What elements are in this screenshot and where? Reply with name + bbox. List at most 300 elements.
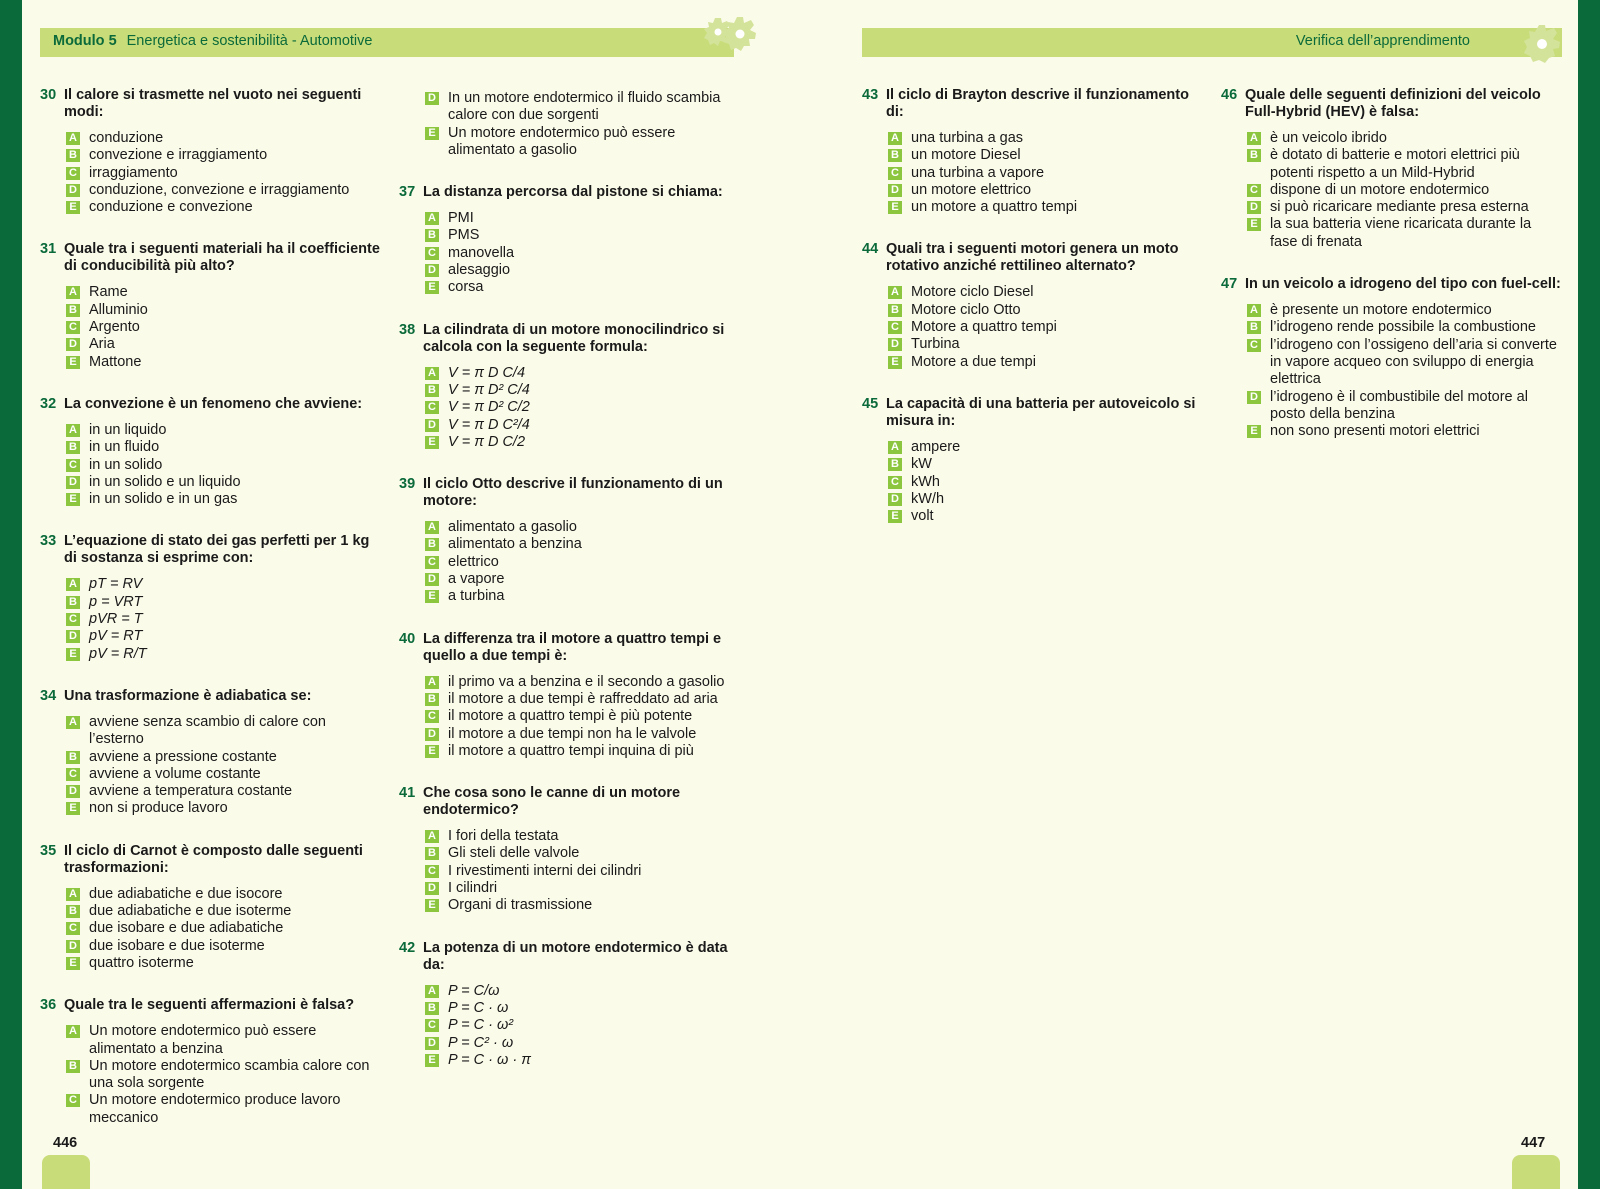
option-text: un motore a quattro tempi: [911, 199, 1078, 216]
answer-option: [888, 147, 1202, 164]
page-number-right: 447: [1521, 1135, 1546, 1151]
answer-option: [66, 628, 380, 645]
option-text: due adiabatiche e due isoterme: [89, 903, 292, 920]
option-badge: C: [66, 321, 80, 334]
answer-option: [66, 474, 380, 491]
option-badge: E: [66, 648, 80, 661]
question-text: Quali tra i seguenti motori genera un moto rotativo anziché rettilineo alternato?: [886, 241, 1179, 275]
answer-option: [66, 284, 380, 301]
option-badge: C: [888, 167, 902, 180]
answer-option: [888, 130, 1202, 147]
answer-option: [425, 90, 739, 125]
option-text: Motore a due tempi: [911, 353, 1036, 370]
question-text: Il ciclo di Brayton descrive il funzionamento di:: [886, 87, 1189, 120]
question-text: La capacità di una batteria per autoveicolo si misura in:: [886, 395, 1196, 429]
page-number-left: 446: [53, 1135, 78, 1151]
question-number: 41: [399, 785, 416, 802]
option-badge: C: [425, 401, 439, 414]
option-badge: C: [425, 247, 439, 260]
option-badge: E: [66, 493, 80, 506]
option-text: I cilindri: [448, 880, 498, 897]
option-badge: B: [66, 304, 80, 317]
option-badge: C: [425, 710, 439, 723]
answer-option: [425, 536, 739, 553]
option-badge: C: [66, 613, 80, 626]
answer-option: [425, 571, 739, 588]
option-badge: A: [888, 132, 902, 145]
answer-option: [1247, 302, 1561, 319]
answer-option: [425, 897, 739, 914]
question-number: 43: [862, 87, 879, 103]
option-text: alimentato a gasolio: [448, 519, 577, 536]
column-2: [399, 87, 739, 1094]
answer-option: [425, 210, 739, 227]
answer-option: [66, 766, 380, 783]
answer-option: [888, 456, 1202, 473]
answer-option: [425, 1035, 739, 1052]
left-header-bar: [40, 28, 734, 57]
answer-option: [66, 920, 380, 937]
answer-option: [425, 1052, 739, 1069]
answer-option: [425, 519, 739, 536]
option-text: Un motore endotermico scambia calore con una sola sorgente: [89, 1057, 370, 1092]
option-text: manovella: [448, 244, 515, 261]
option-text: conduzione, convezione e irraggiamento: [89, 181, 350, 198]
answer-option: [66, 938, 380, 955]
answer-option: [1247, 147, 1561, 182]
option-text: l’idrogeno con l’ossigeno dell’aria si converte in vapore acqueo con sviluppo di energia elettrica: [1270, 336, 1557, 388]
option-text: elettrico: [448, 553, 499, 570]
question-47: [1221, 276, 1561, 440]
option-badge: B: [425, 693, 439, 706]
question-number: 33: [40, 533, 57, 550]
answer-option: [1247, 319, 1561, 336]
option-text: V = π D C/4: [448, 364, 526, 381]
answer-option: [425, 262, 739, 279]
question-number: 44: [862, 241, 879, 258]
column-4: [1221, 87, 1561, 465]
question-number: 35: [40, 842, 57, 859]
option-text: una turbina a gas: [911, 130, 1024, 146]
left-page-edge: [0, 0, 22, 1189]
option-text: si può ricaricare mediante presa esterna: [1270, 199, 1529, 216]
option-text: I rivestimenti interni dei cilindri: [448, 862, 642, 879]
option-text: P = C · ω: [448, 999, 509, 1016]
option-badge: C: [66, 768, 80, 781]
question-text: Quale tra i seguenti materiali ha il coefficiente di conducibilità più alto?: [64, 241, 380, 275]
question-35: [40, 843, 380, 972]
option-text: non si produce lavoro: [89, 800, 228, 817]
option-badge: E: [425, 1054, 439, 1067]
option-badge: B: [425, 1002, 439, 1015]
option-text: pV = RT: [89, 628, 143, 645]
column-1: [40, 87, 380, 1152]
question-36-continued: [399, 90, 739, 159]
question-31: [40, 241, 380, 370]
option-badge: B: [888, 458, 902, 471]
option-text: V = π D C²/4: [448, 416, 530, 433]
question-43: [862, 87, 1202, 216]
question-text: La differenza tra il motore a quattro tempi e quello a due tempi è:: [423, 630, 722, 664]
option-text: kW/h: [911, 490, 945, 507]
option-badge: B: [888, 149, 902, 162]
option-badge: A: [425, 367, 439, 380]
option-badge: E: [66, 957, 80, 970]
answer-option: [425, 743, 739, 760]
option-text: avviene a pressione costante: [89, 748, 277, 765]
answer-option: [1247, 216, 1561, 251]
question-40: [399, 631, 739, 760]
right-header-bar: [862, 28, 1562, 57]
answer-option: [66, 714, 380, 749]
option-badge: A: [888, 441, 902, 454]
option-badge: B: [66, 751, 80, 764]
option-text: in un fluido: [89, 439, 160, 456]
answer-option: [425, 983, 739, 1000]
option-badge: A: [66, 286, 80, 299]
question-38: [399, 322, 739, 451]
answer-option: [425, 417, 739, 434]
answer-option: [425, 434, 739, 451]
question-34: [40, 688, 380, 818]
module-title: [53, 33, 372, 49]
option-text: Aria: [89, 336, 115, 353]
answer-option: [888, 508, 1202, 525]
answer-option: [888, 354, 1202, 371]
answer-option: [425, 554, 739, 571]
question-42: [399, 940, 739, 1069]
option-text: kW: [911, 456, 932, 473]
option-text: una turbina a vapore: [911, 164, 1045, 181]
question-text: Il ciclo Otto descrive il funzionamento di un motore:: [423, 476, 723, 510]
option-badge: A: [425, 212, 439, 225]
option-badge: C: [66, 167, 80, 180]
option-badge: E: [66, 802, 80, 815]
option-badge: B: [66, 596, 80, 609]
option-badge: D: [425, 92, 439, 105]
answer-option: [66, 130, 380, 147]
option-text: kWh: [911, 473, 940, 490]
option-text: Un motore endotermico può essere alimentato a benzina: [89, 1023, 317, 1057]
question-45: [862, 396, 1202, 525]
answer-option: [425, 588, 739, 605]
question-text: Una trasformazione è adiabatica se:: [64, 687, 312, 704]
option-badge: B: [888, 304, 902, 317]
option-text: alesaggio: [448, 262, 511, 279]
question-text: In un veicolo a idrogeno del tipo con fuel-cell:: [1245, 276, 1561, 293]
answer-option: [66, 165, 380, 182]
answer-option: [888, 474, 1202, 491]
option-text: volt: [911, 508, 934, 525]
answer-option: [66, 491, 380, 508]
question-number: 47: [1221, 276, 1238, 293]
option-badge: E: [66, 201, 80, 214]
answer-option: [425, 382, 739, 399]
option-badge: B: [425, 538, 439, 551]
option-text: V = π D C/2: [448, 433, 526, 450]
option-badge: A: [66, 578, 80, 591]
question-number: 34: [40, 687, 57, 704]
option-badge: D: [425, 419, 439, 432]
option-badge: D: [425, 1037, 439, 1050]
option-text: p = VRT: [89, 593, 143, 610]
answer-option: [425, 828, 739, 845]
option-badge: D: [888, 184, 902, 197]
right-page-edge: [1578, 0, 1600, 1189]
option-badge: B: [66, 1060, 80, 1073]
option-text: un motore elettrico: [911, 181, 1032, 198]
option-text: Gli steli delle valvole: [448, 845, 580, 862]
answer-option: [66, 903, 380, 920]
option-badge: C: [1247, 184, 1261, 197]
option-text: I fori della testata: [448, 828, 559, 845]
question-number: 37: [399, 184, 416, 201]
answer-option: [425, 726, 739, 743]
module-subject: Energetica e sostenibilità - Automotive: [126, 33, 373, 49]
option-text: in un solido e in un gas: [89, 491, 238, 508]
option-badge: D: [1247, 201, 1261, 214]
answer-option: [425, 399, 739, 416]
option-text: In un motore endotermico il fluido scambia calore con due sorgenti: [448, 90, 721, 124]
question-text: La potenza di un motore endotermico è data da:: [423, 939, 728, 973]
option-badge: D: [425, 264, 439, 277]
answer-option: [888, 336, 1202, 353]
answer-option: [66, 439, 380, 456]
option-text: due isobare e due isoterme: [89, 937, 265, 954]
option-text: il motore a due tempi è raffreddato ad aria: [448, 690, 718, 707]
option-badge: D: [66, 785, 80, 798]
option-badge: A: [66, 424, 80, 437]
answer-option: [425, 227, 739, 244]
answer-option: [425, 125, 739, 160]
option-badge: E: [888, 356, 902, 369]
answer-option: [66, 199, 380, 216]
option-badge: D: [66, 338, 80, 351]
question-41: [399, 785, 739, 914]
option-badge: E: [1247, 425, 1261, 438]
option-badge: A: [425, 676, 439, 689]
answer-option: [66, 1023, 380, 1058]
question-text: Il ciclo di Carnot è composto dalle seguenti trasformazioni:: [64, 842, 363, 876]
answer-option: [888, 439, 1202, 456]
option-badge: D: [66, 630, 80, 643]
question-36: [40, 997, 380, 1127]
option-badge: A: [425, 521, 439, 534]
question-text: La convezione è un fenomeno che avviene:: [64, 395, 363, 412]
answer-option: [66, 302, 380, 319]
option-text: un motore Diesel: [911, 147, 1021, 164]
section-title: Verifica dell’apprendimento: [1295, 33, 1470, 49]
option-badge: D: [888, 338, 902, 351]
option-text: è dotato di batterie e motori elettrici più potenti rispetto a un Mild-Hybrid: [1270, 147, 1520, 181]
answer-option: [425, 708, 739, 725]
option-text: in un solido e un liquido: [89, 473, 241, 490]
answer-option: [1247, 182, 1561, 199]
answer-option: [66, 1092, 380, 1127]
question-number: 32: [40, 395, 57, 412]
answer-option: [66, 955, 380, 972]
option-badge: A: [66, 1025, 80, 1038]
option-badge: B: [1247, 149, 1261, 162]
option-text: V = π D² C/4: [448, 381, 530, 398]
answer-option: [66, 1058, 380, 1093]
option-badge: B: [66, 149, 80, 162]
option-badge: D: [66, 476, 80, 489]
gear-icon: [1521, 23, 1563, 65]
option-text: conduzione e convezione: [89, 199, 253, 216]
question-46: [1221, 87, 1561, 251]
question-44: [862, 241, 1202, 370]
question-text: Che cosa sono le canne di un motore endotermico?: [423, 785, 681, 819]
question-39: [399, 476, 739, 605]
column-3: [862, 87, 1202, 550]
answer-option: [66, 611, 380, 628]
answer-option: [425, 365, 739, 382]
option-text: a turbina: [448, 588, 505, 605]
option-text: Motore ciclo Diesel: [911, 284, 1034, 301]
answer-option: [66, 800, 380, 817]
answer-option: [66, 594, 380, 611]
option-badge: D: [888, 493, 902, 506]
answer-option: [425, 1017, 739, 1034]
option-badge: E: [888, 510, 902, 523]
option-badge: D: [425, 728, 439, 741]
option-text: ampere: [911, 438, 961, 455]
option-text: Turbina: [911, 336, 960, 353]
option-badge: A: [1247, 304, 1261, 317]
page-tab-left: [42, 1155, 90, 1189]
option-badge: B: [66, 441, 80, 454]
option-badge: E: [66, 356, 80, 369]
answer-option: [66, 182, 380, 199]
option-badge: A: [888, 286, 902, 299]
option-badge: D: [425, 573, 439, 586]
gears-icon: [704, 12, 760, 54]
option-text: conduzione: [89, 130, 164, 146]
option-text: Un motore endotermico può essere alimentato a gasolio: [448, 124, 676, 158]
option-text: è presente un motore endotermico: [1270, 302, 1492, 319]
answer-option: [66, 783, 380, 800]
option-text: il motore a quattro tempi è più potente: [448, 708, 693, 725]
option-badge: E: [888, 201, 902, 214]
option-badge: A: [425, 830, 439, 843]
option-badge: B: [1247, 321, 1261, 334]
option-text: due adiabatiche e due isocore: [89, 885, 283, 902]
answer-option: [66, 354, 380, 371]
option-text: due isobare e due adiabatiche: [89, 920, 284, 937]
answer-option: [425, 245, 739, 262]
option-text: l’idrogeno rende possibile la combustione: [1270, 319, 1536, 336]
option-text: avviene senza scambio di calore con l’esterno: [89, 713, 326, 748]
option-text: avviene a temperatura costante: [89, 783, 293, 800]
question-number: 36: [40, 997, 57, 1014]
option-text: non sono presenti motori elettrici: [1270, 423, 1480, 440]
option-text: P = C · ω · π: [448, 1051, 531, 1068]
answer-option: [888, 491, 1202, 508]
question-number: 31: [40, 241, 57, 258]
option-text: Un motore endotermico produce lavoro meccanico: [89, 1092, 341, 1126]
answer-option: [888, 165, 1202, 182]
answer-option: [1247, 130, 1561, 147]
option-badge: D: [66, 184, 80, 197]
option-text: Argento: [89, 319, 140, 336]
option-badge: C: [66, 459, 80, 472]
answer-option: [66, 749, 380, 766]
option-text: il primo va a benzina e il secondo a gasolio: [448, 673, 725, 690]
question-number: 40: [399, 630, 416, 647]
option-text: Mattone: [89, 353, 142, 370]
option-badge: C: [425, 556, 439, 569]
answer-option: [425, 863, 739, 880]
question-text: Il calore si trasmette nel vuoto nei seguenti modi:: [64, 87, 362, 120]
option-badge: D: [425, 882, 439, 895]
answer-option: [425, 1000, 739, 1017]
option-badge: A: [66, 716, 80, 729]
option-badge: C: [425, 1019, 439, 1032]
module-label: Modulo 5: [53, 33, 117, 49]
option-badge: D: [66, 940, 80, 953]
option-text: è un veicolo ibrido: [1270, 130, 1387, 146]
option-text: dispone di un motore endotermico: [1270, 181, 1490, 198]
option-text: il motore a quattro tempi inquina di più: [448, 742, 694, 759]
option-text: irraggiamento: [89, 164, 178, 181]
answer-option: [888, 182, 1202, 199]
option-text: alimentato a benzina: [448, 536, 582, 553]
option-text: Alluminio: [89, 301, 148, 318]
option-badge: C: [888, 321, 902, 334]
option-badge: E: [425, 899, 439, 912]
option-text: il motore a due tempi non ha le valvole: [448, 725, 697, 742]
option-text: PMS: [448, 227, 480, 244]
option-text: pV = R/T: [89, 645, 147, 662]
option-badge: E: [425, 127, 439, 140]
page-tab-right: [1512, 1155, 1560, 1189]
question-number: 39: [399, 476, 416, 493]
question-text: Quale tra le seguenti affermazioni è falsa?: [64, 997, 355, 1014]
question-number: 30: [40, 87, 57, 103]
answer-option: [66, 422, 380, 439]
answer-option: [888, 284, 1202, 301]
option-badge: C: [888, 476, 902, 489]
option-badge: A: [1247, 132, 1261, 145]
option-text: l’idrogeno è il combustibile del motore al posto della benzina: [1270, 388, 1528, 422]
question-37: [399, 184, 739, 296]
question-text: Quale delle seguenti definizioni del veicolo Full-Hybrid (HEV) è falsa:: [1245, 87, 1541, 120]
question-30: [40, 87, 380, 216]
answer-option: [1247, 199, 1561, 216]
option-text: Motore ciclo Otto: [911, 301, 1021, 318]
option-badge: B: [66, 905, 80, 918]
option-text: la sua batteria viene ricaricata durante la fase di frenata: [1270, 216, 1532, 250]
answer-option: [888, 199, 1202, 216]
question-33: [40, 533, 380, 662]
option-badge: C: [1247, 339, 1261, 352]
option-text: a vapore: [448, 571, 505, 588]
answer-option: [1247, 423, 1561, 440]
option-text: P = C · ω²: [448, 1017, 514, 1034]
option-badge: A: [425, 985, 439, 998]
answer-option: [425, 880, 739, 897]
question-32: [40, 396, 380, 508]
option-badge: E: [1247, 218, 1261, 231]
question-number: 46: [1221, 87, 1238, 103]
option-badge: E: [425, 745, 439, 758]
option-text: in un liquido: [89, 421, 167, 438]
option-badge: B: [425, 229, 439, 242]
answer-option: [66, 319, 380, 336]
option-badge: E: [425, 281, 439, 294]
option-text: corsa: [448, 279, 484, 296]
